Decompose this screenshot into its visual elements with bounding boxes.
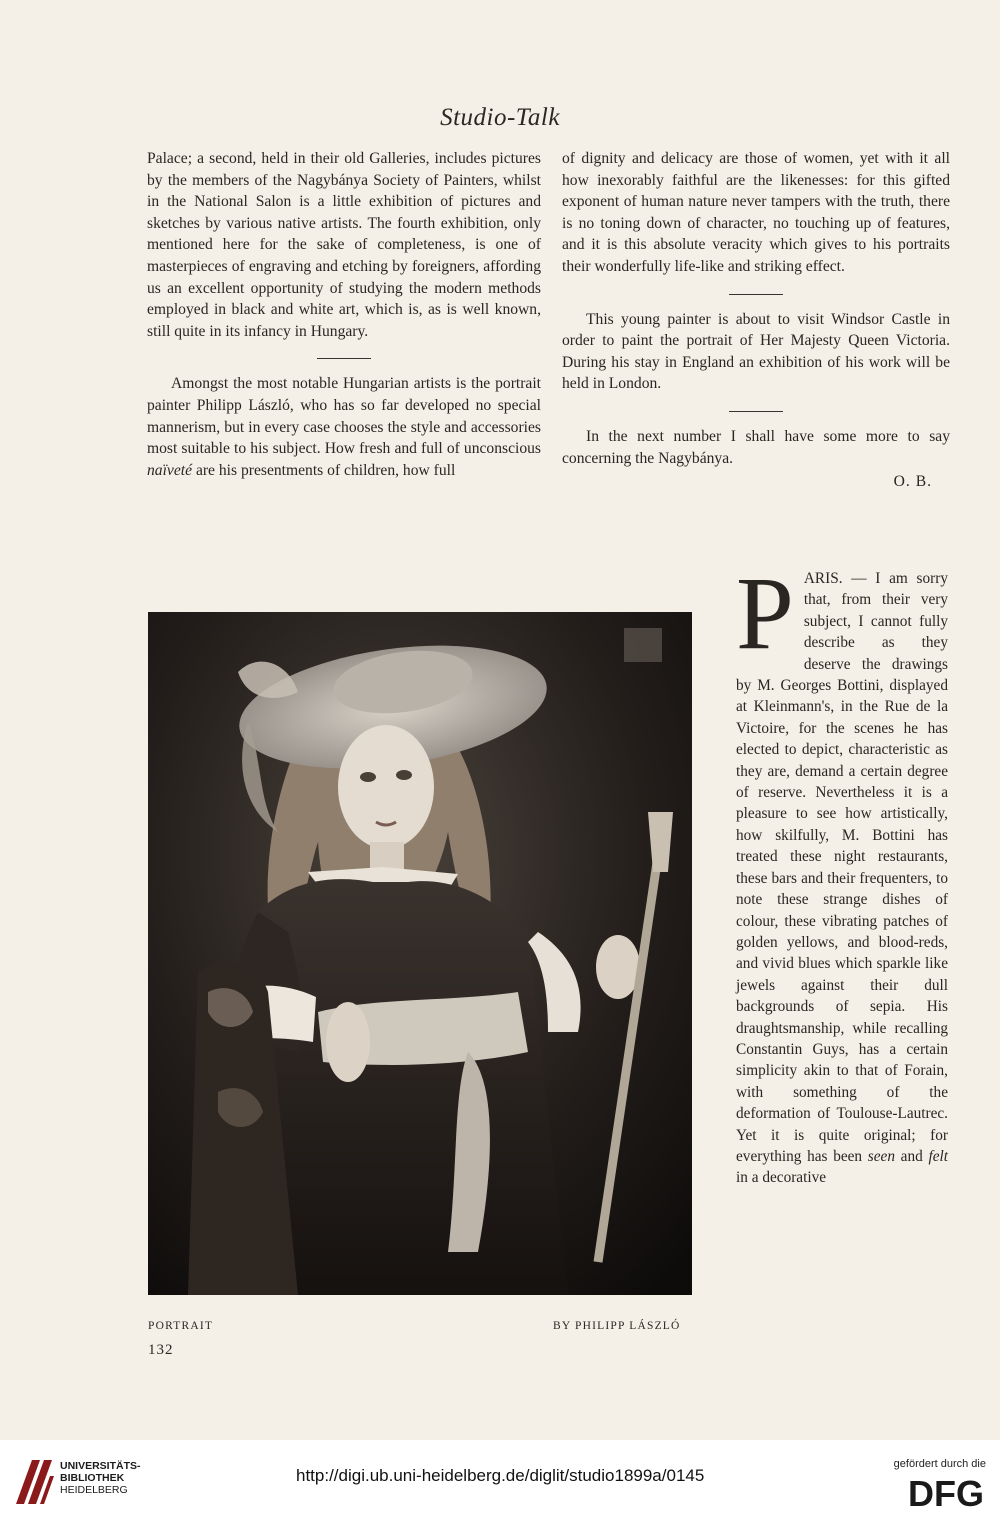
italic-seen: seen	[867, 1147, 895, 1165]
left-paragraph-1: Palace; a second, held in their old Galleries, includes pictures by the members of the Nagybánya Society of Painters, whilst in the National Salon is a little exhibition of pictures and sketches by various native artists. The fourth exhibition, only mentioned here for the sake of completeness, is one of masterpieces of engraving and etching by foreigners, affording us an excellent opportunity of studying the modern methods employed in black and white art, which is, as is well known, still quite in its infancy in Hungary.	[147, 150, 541, 340]
section-divider	[729, 294, 783, 295]
caption-artist: BY PHILIPP LÁSZLÓ	[553, 1320, 681, 1332]
paris-column	[736, 556, 949, 1189]
author-signature: O. B.	[893, 473, 932, 491]
dfg-logo-text: DFG	[908, 1473, 984, 1512]
italic-felt: felt	[928, 1147, 949, 1165]
italic-naivete: naïveté	[147, 461, 193, 479]
library-name: UNIVERSITÄTS- BIBLIOTHEK HEIDELBERG	[60, 1460, 141, 1496]
portrait-illustration	[148, 612, 692, 1295]
drop-cap: P	[736, 556, 794, 671]
university-library-logo-icon	[10, 1454, 58, 1510]
running-title: Studio-Talk	[440, 104, 560, 131]
right-paragraph-2: This young painter is about to visit Windsor Castle in order to paint the portrait of Her Majesty Queen Victoria. During his stay in England an exhibition of his work will be held in London.	[562, 310, 950, 393]
dfg-logo-icon	[906, 1472, 984, 1512]
portrait-painting	[148, 612, 692, 1295]
caption-left: PORTRAIT	[148, 1320, 214, 1332]
right-column	[562, 148, 950, 493]
permalink-url[interactable]: http://digi.ub.uni-heidelberg.de/diglit/studio1899a/0145	[296, 1466, 705, 1485]
digitization-footer	[0, 1440, 1000, 1520]
right-paragraph-3: In the next number I shall have some more to say concerning the Nagybánya.	[562, 427, 950, 467]
paris-paragraph: PARIS. — I am sorry that, from their very subject, I cannot fully describe as they deserve the drawings by M. Georges Bottini, displayed at Kleinmann's, in the Rue de la Victoire, for the scenes he has elected to depict, characteristic as they are, demand a certain degree of reserve. Nevertheless it is a pleasure to see how artistically, how skilfully, M. Bottini has treated these night restaurants, these bars and their frequenters, to note these strange dishes of colour, these vibrating patches of golden yellows, and blood-reds, and vivid blues which sparkle like jewels against their dull backgrounds of sepia. His draughtsmanship, while recalling Constantin Guys, has a certain simplicity akin to that of Forain, with something of the deformation of Toulouse-Lautrec. Yet it is quite original; for everything has been seen and felt in a decorative	[736, 556, 949, 1187]
section-divider	[729, 411, 783, 412]
left-column	[147, 148, 541, 481]
right-paragraph-1: of dignity and delicacy are those of women, yet with it all how inexorably faithful are the likenesses: for this gifted exponent of human nature never tampers with the truth, there is no toning down of character, no touching up of features, and it is this absolute veracity which gives to his portraits their wonderfully life-like and striking effect.	[562, 150, 950, 275]
page-number: 132	[148, 1342, 174, 1358]
funding-note: gefördert durch die	[893, 1458, 986, 1470]
left-paragraph-2: Amongst the most notable Hungarian artists is the portrait painter Philipp László, who has so far developed no special mannerism, but in every case chooses the style and accessories most suitable to his subject. How fresh and full of unconscious naïveté are his presentments of children, how full	[147, 375, 541, 479]
section-divider	[317, 358, 371, 359]
